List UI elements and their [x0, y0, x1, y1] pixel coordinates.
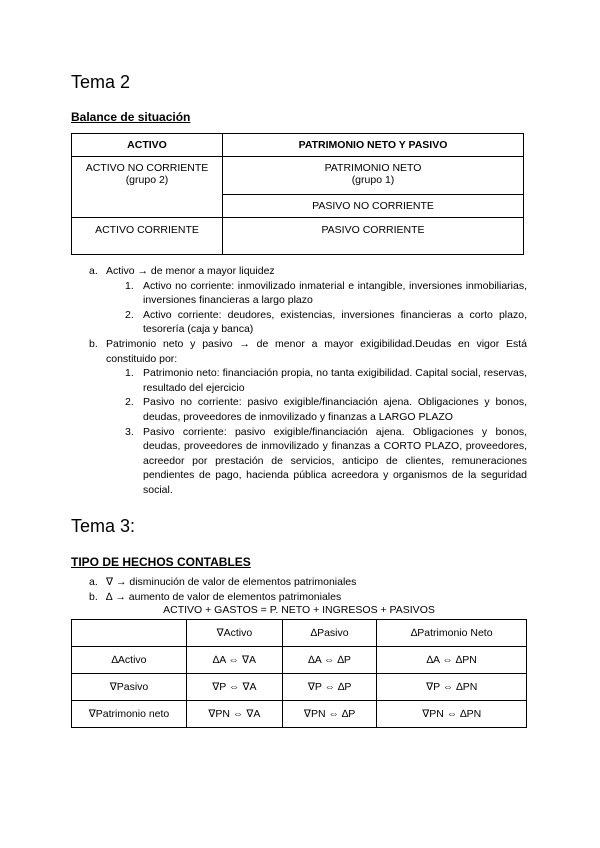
- table-cell: ∇PN ⇔ ∆P: [282, 701, 377, 728]
- pn-group: (grupo 1): [351, 174, 395, 186]
- list-item-a1: [71, 279, 527, 308]
- tema3-list: [71, 575, 527, 604]
- list-item-b3: [71, 425, 527, 498]
- hechos-header-cell: ∇Activo: [187, 620, 283, 647]
- list-text: Activo corriente: deudores, existencias, inversiones financieras a corto plazo, tesorería (caja y banca): [143, 308, 527, 336]
- list-marker: 1.: [125, 279, 134, 292]
- balance-cell-pnc: PASIVO NO CORRIENTE: [223, 195, 524, 218]
- list-marker: b.: [89, 590, 98, 603]
- table-row: [72, 701, 527, 728]
- anc-group: (grupo 2): [125, 174, 169, 186]
- tema2-title: Tema 2: [71, 72, 131, 92]
- tema3-title: Tema 3:: [71, 516, 136, 536]
- table-cell: ∆A ⇔ ∆P: [282, 647, 377, 674]
- list-text: Patrimonio neto y pasivo → de menor a mayor exigibilidad.Deudas en vigor Está constituido por:: [106, 337, 527, 365]
- balance-cell-ac: ACTIVO CORRIENTE: [72, 218, 223, 255]
- table-cell: ∇PN ⇔ ∇A: [187, 701, 283, 728]
- list-text: ∇ → disminución de valor de elementos patrimoniales: [106, 576, 357, 588]
- list-item-a2: [71, 308, 527, 337]
- list-text: Activo → de menor a mayor liquidez: [106, 265, 275, 277]
- list-marker: 3.: [125, 425, 134, 438]
- table-cell: ∇P ⇔ ∆PN: [377, 674, 527, 701]
- list-item-b1: [71, 366, 527, 395]
- balance-cell-pn: [223, 157, 524, 195]
- list-marker: a.: [89, 576, 98, 588]
- hechos-header-row: [72, 620, 527, 647]
- pn-label: PATRIMONIO NETO: [324, 162, 422, 174]
- balance-head-activo: ACTIVO: [72, 134, 223, 157]
- row-label: ∇Patrimonio neto: [72, 701, 187, 728]
- table-cell: ∇PN ⇔ ∆PN: [377, 701, 527, 728]
- list-text: Pasivo corriente: pasivo exigible/financiación ajena. Obligaciones y bonos, deudas, proveedores de inmovilizado y finanzas a CORTO PLAZO, proveedores, acreedor por prestación de servicios, anticipo de clientes, remuneraciones pendientes de pago, hacienda pública acreedora y organismos de la seguridad social.: [143, 425, 527, 496]
- list-marker: b.: [89, 337, 98, 350]
- accounting-equation: ACTIVO + GASTOS = P. NETO + INGRESOS + PASIVOS: [163, 604, 435, 616]
- anc-label: ACTIVO NO CORRIENTE: [85, 162, 209, 174]
- list-text: Patrimonio neto: financiación propia, no tanta exigibilidad. Capital social, reservas, resultado del ejercicio: [143, 367, 527, 394]
- table-cell: ∆A ⇔ ∆PN: [377, 647, 527, 674]
- list-marker: 1.: [125, 367, 134, 380]
- row-label: ∇Pasivo: [72, 674, 187, 701]
- hechos-header-cell: [72, 620, 187, 647]
- table-cell: ∇P ⇔ ∆P: [282, 674, 377, 701]
- list-item-a: [71, 575, 527, 590]
- list-text: Activo no corriente: inmovilizado inmaterial e intangible, inversiones inmobiliarias, inversiones financieras a largo plazo: [143, 279, 527, 307]
- table-cell: ∇P ⇔ ∇A: [187, 674, 283, 701]
- table-row: [72, 647, 527, 674]
- table-cell: ∆A ⇔ ∇A: [187, 647, 283, 674]
- balance-subtitle: Balance de situación: [71, 110, 191, 124]
- list-item-b2: [71, 395, 527, 424]
- balance-cell-anc: [72, 157, 223, 218]
- hechos-table: [71, 619, 527, 728]
- tipo-subtitle: TIPO DE HECHOS CONTABLES: [71, 555, 251, 569]
- list-item-a: [71, 264, 527, 279]
- list-marker: a.: [89, 265, 98, 277]
- list-text: ∆ → aumento de valor de elementos patrimoniales: [106, 590, 342, 603]
- list-text: Pasivo no corriente: pasivo exigible/financiación ajena. Obligaciones y bonos, deudas, proveedores de inmovilizado y finanzas a LARGO PLAZO: [143, 396, 527, 423]
- balance-cell-pc: PASIVO CORRIENTE: [223, 218, 524, 255]
- list-marker: 2.: [125, 396, 134, 409]
- list-item-b: [71, 590, 527, 605]
- list-item-b: [71, 337, 527, 366]
- row-label: ∆Activo: [72, 647, 187, 674]
- hechos-header-cell: ∆Pasivo: [282, 620, 377, 647]
- balance-table: [71, 133, 524, 255]
- list-marker: 2.: [125, 308, 134, 321]
- balance-head-pasivo: PATRIMONIO NETO Y PASIVO: [223, 134, 524, 157]
- tema2-list: [71, 264, 527, 498]
- table-row: [72, 674, 527, 701]
- hechos-header-cell: ∆Patrimonio Neto: [377, 620, 527, 647]
